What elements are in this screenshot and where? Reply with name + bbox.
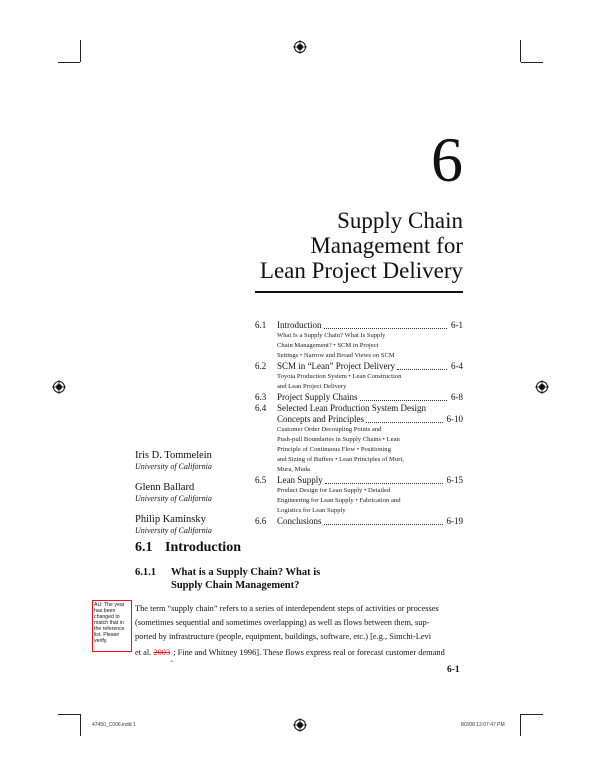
- crop-mark: [521, 714, 543, 715]
- toc-subtopic-line: Settings • Narrow and Broad Views on SCM: [277, 352, 395, 359]
- body-line: [135, 645, 465, 660]
- toc-subtopic-line: and Sizing of Buffers • Lean Principles of Muri,: [277, 456, 404, 463]
- toc-entry-subtopics: [277, 425, 463, 475]
- toc-subtopic-line: Customer Order Decoupling Points and: [277, 426, 382, 433]
- body-text: ; Fine and Whitney 1996]. These flows express real or forecast customer demand: [173, 647, 445, 657]
- author-affiliation: University of California: [135, 462, 212, 471]
- toc-entry[interactable]: [255, 403, 463, 475]
- section-heading: [135, 540, 241, 556]
- toc-subtopic-line: Engineering for Lean Supply • Fabrication and: [277, 497, 401, 504]
- registration-mark-icon: [293, 718, 307, 732]
- subsection-title-line: Supply Chain Management?: [171, 580, 300, 591]
- toc-entry-title: SCM in “Lean” Project Delivery: [277, 361, 395, 371]
- crop-mark: [521, 62, 543, 63]
- toc-entry-number: 6.4: [255, 403, 267, 413]
- toc-entry-title: Lean Supply: [277, 475, 323, 485]
- subsection-number: 6.1.1: [135, 567, 156, 578]
- author-list: [135, 450, 265, 546]
- toc-entry-number: 6.3: [255, 392, 267, 402]
- registration-mark-icon: [293, 40, 307, 54]
- toc-entry-title: Conclusions: [277, 516, 322, 526]
- body-line: (sometimes sequential and sometimes overlapping) as well as flows between them, sup-: [135, 618, 430, 628]
- chapter-number: 6: [431, 124, 463, 195]
- toc-entry[interactable]: [255, 361, 463, 392]
- toc-subtopic-line: Logistics for Lean Supply: [277, 507, 346, 514]
- crop-mark: [58, 62, 80, 63]
- toc-entry-subtopics: [277, 486, 463, 516]
- toc-leader-dots: [366, 422, 443, 423]
- toc-leader-dots: [325, 483, 443, 484]
- section-title: Introduction: [165, 540, 241, 555]
- toc-leader-dots: [324, 524, 443, 525]
- timestamp-slug: 8/2/08 12:07:47 PM: [461, 722, 505, 728]
- toc-entry-page: 6-1: [451, 320, 463, 330]
- toc-entry-number: 6.5: [255, 475, 267, 485]
- toc-entry-page: 6-19: [446, 516, 463, 526]
- toc-subtopic-line: Product Design for Lean Supply • Detailed: [277, 487, 391, 494]
- author-query-note[interactable]: AU: The year has been changed to match that in the reference list. Please verify.: [92, 600, 132, 652]
- crop-mark: [520, 40, 521, 62]
- toc-subtopic-line: Chain Management? • SCM in Project: [277, 342, 379, 349]
- subsection-title-line: What is a Supply Chain? What is: [171, 567, 321, 578]
- crop-mark: [80, 714, 81, 736]
- registration-mark-icon: [535, 380, 549, 394]
- chapter-toc: [255, 320, 463, 527]
- toc-entry-number: 6.1: [255, 320, 267, 330]
- body-line: ported by infrastructure (people, equipment, buildings, software, etc.) [e.g., Simchi-Levi: [135, 632, 432, 642]
- tracked-deletion[interactable]: 2003: [153, 647, 171, 657]
- subsection-heading: [135, 566, 320, 592]
- crop-mark: [58, 714, 80, 715]
- registration-mark-icon: [52, 380, 66, 394]
- author-name: Glenn Ballard: [135, 482, 195, 493]
- toc-subtopic-line: What Is a Supply Chain? What Is Supply: [277, 332, 386, 339]
- toc-entry-title: Introduction: [277, 320, 322, 330]
- toc-leader-dots: [360, 400, 447, 401]
- body-text: et al.: [135, 647, 154, 657]
- toc-entry-number: 6.2: [255, 361, 267, 371]
- body-paragraph: [135, 602, 465, 660]
- toc-subtopic-line: Mura, Muda: [277, 466, 310, 473]
- chapter-title: [260, 208, 463, 283]
- crop-mark: [520, 714, 521, 736]
- toc-entry[interactable]: [255, 320, 463, 361]
- toc-entry-subtopics: [277, 372, 463, 392]
- chapter-title-line: Supply Chain: [337, 208, 463, 233]
- toc-entry-title: Selected Lean Production System Design: [277, 403, 426, 413]
- toc-entry-page: 6-4: [451, 361, 463, 371]
- chapter-title-line: Management for: [310, 233, 463, 258]
- author-affiliation: University of California: [135, 494, 212, 503]
- author-affiliation: University of California: [135, 526, 212, 535]
- toc-entry-page: 6-8: [451, 392, 463, 402]
- section-number: 6.1: [135, 540, 153, 555]
- chapter-title-line: Lean Project Delivery: [259, 258, 463, 283]
- body-line: The term “supply chain” refers to a series of interdependent steps of activities or processes: [135, 604, 439, 613]
- toc-subtopic-line: Principle of Continuous Flow • Positioning: [277, 446, 391, 453]
- toc-entry-title-cont: Concepts and Principles: [277, 414, 364, 424]
- author-name: Iris D. Tommelein: [135, 450, 212, 461]
- toc-leader-dots: [324, 328, 447, 329]
- toc-subtopic-line: Toyota Production System • Lean Construction: [277, 373, 402, 380]
- title-rule: [255, 291, 463, 293]
- toc-entry-page: 6-15: [446, 475, 463, 485]
- toc-subtopic-line: Push-pull Boundaries in Supply Chains • Lean: [277, 436, 400, 443]
- page-number: 6-1: [447, 665, 460, 675]
- toc-entry[interactable]: [255, 516, 463, 527]
- author-name: Philip Kaminsky: [135, 514, 206, 525]
- insertion-caret-icon: ‸: [170, 651, 174, 662]
- toc-entry[interactable]: [255, 475, 463, 516]
- toc-subtopic-line: and Lean Project Delivery: [277, 383, 347, 390]
- toc-leader-dots: [397, 369, 447, 370]
- toc-entry-title: Project Supply Chains: [277, 392, 358, 402]
- crop-mark: [80, 40, 81, 62]
- toc-entry-number: 6.6: [255, 516, 267, 526]
- toc-entry-page: 6-10: [446, 414, 463, 424]
- toc-entry[interactable]: [255, 392, 463, 403]
- file-slug: 47450_C006.indd 1: [92, 722, 136, 728]
- toc-entry-subtopics: [277, 331, 463, 361]
